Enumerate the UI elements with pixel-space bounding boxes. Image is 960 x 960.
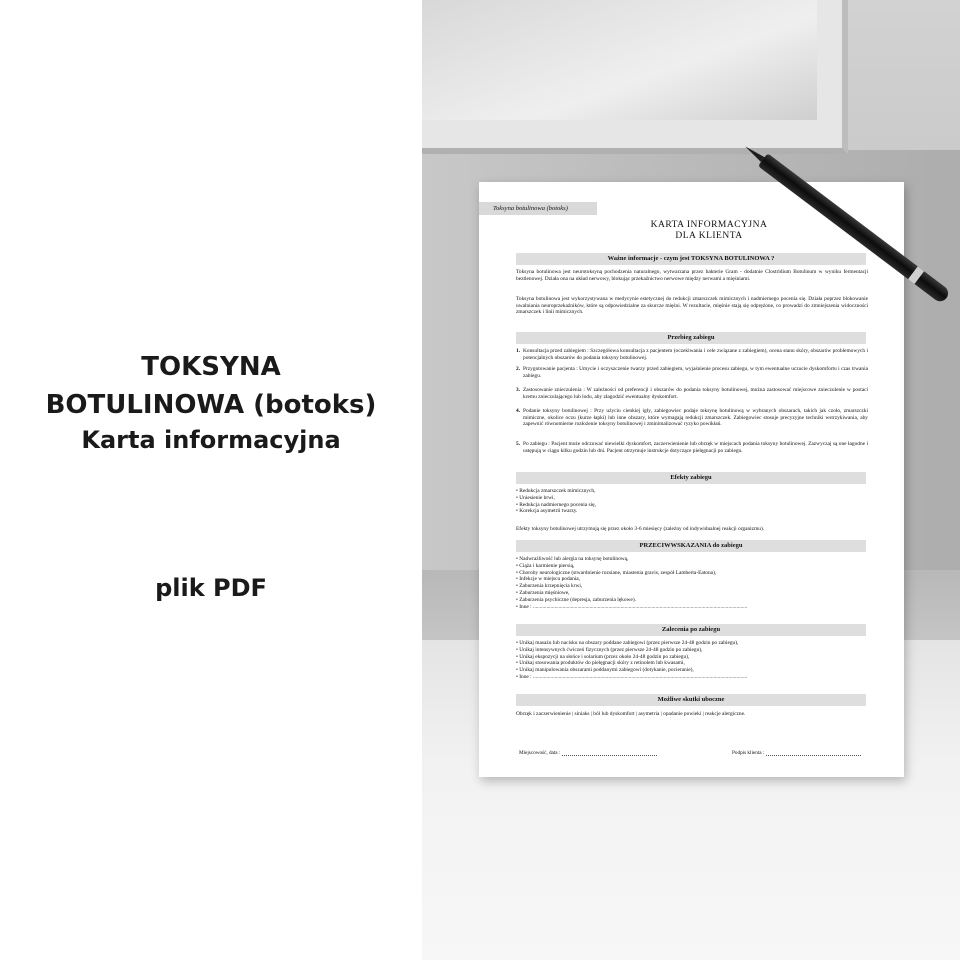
list-item: • Choroby neurologiczne (stwardnienie rozsiane, miastenia gravis, zespół Lamberta-Eatona), <box>516 569 717 576</box>
signature-client-label: Podpis klienta : <box>732 750 765 756</box>
title-line-1: TOKSYNA <box>141 352 281 382</box>
list-item: • Zaburzenia krzepnięcia krwi, <box>516 583 583 590</box>
recommendations-list <box>516 640 868 681</box>
list-item: • Unikaj stosowania produktów do pielęgnacji skóry z retinolem lub kwasami, <box>516 660 685 667</box>
subtitle: Karta informacyjna <box>81 426 341 454</box>
list-item: • Zaburzenia mięśniowe, <box>516 589 570 596</box>
list-item: • Unikaj manipulowania obszarami poddanymi zabiegowi (dotykanie, pocieranie), <box>516 667 694 674</box>
format-label: plik PDF <box>155 574 267 602</box>
signature-line <box>766 750 861 756</box>
signature-place-date <box>519 750 657 756</box>
step-text: Konsultacja przed zabiegiem : Szczegółowa konsultacja z pacjentem (oczekiwania i cele związane z zabiegiem), ocena stanu skóry, obszarów problemowych i potencjalnych obszarów do podania toksyny botulinowej. <box>523 348 868 361</box>
left-panel <box>0 0 422 960</box>
list-item: • Zaburzenia psychiczne (depresja, zaburzenia lękowe). <box>516 596 636 603</box>
step-number: 1. <box>516 348 521 354</box>
list-item: • Unikaj ekspozycji na słońce i solarium (przez około 24-48 godzin po zabiegu), <box>516 653 690 660</box>
list-item: • Uniesienie brwi, <box>516 494 555 501</box>
step-number: 3. <box>516 387 521 393</box>
document-tag: Toksyna botulinowa (botoks) <box>479 202 597 215</box>
list-item: • Ciąża i karmienie piersią, <box>516 562 575 569</box>
step-text: Przygotowanie pacjenta : Umycie i oczyszczenie twarzy przed zabiegiem, wyjaśnienie procesu zabiegu, w tym ewentualne uczucie dyskomfortu i czas trwania zabiegu. <box>523 366 868 379</box>
list-item: • Redukcja nadmiernego pocenia się, <box>516 501 596 508</box>
effects-list <box>516 488 868 515</box>
step-number: 4. <box>516 408 521 414</box>
document-heading <box>589 220 829 242</box>
title-line-2: BOTULINOWA (botoks) <box>45 390 377 420</box>
heading-line-2: DLA KLIENTA <box>675 231 743 241</box>
signature-place-label: Miejscowość, data : <box>519 750 561 756</box>
step-text: Po zabiegu : Pacjent może odczuwać niewielki dyskomfort, zaczerwienienie lub obrzęk w miejscach podania toksyny botulinowej. Zazwyczaj są one łagodne i ustępują w ciągu kilku godzin lub dni. Pacjent otrzymuje instrukcje dotyczące pielęgnacji po zabiegu. <box>523 441 868 454</box>
document-page <box>479 182 904 777</box>
contraindications-list <box>516 556 868 610</box>
info-paragraph-1: Toksyna botulinowa jest neurotoksyną pochodzenia naturalnego, wytwarzana przez bakterie Gram - dodatnie Clostridium Botulinum w wyniku fermentacji beztlenowej. Działa ona na układ nerwowy, blokując przekaźnictwo nerwowe między nerwami a mięśniami. <box>516 269 868 282</box>
list-item: • Redukcja zmarszczek mimicznych, <box>516 488 596 494</box>
list-item: • Inne : ............................................................................................................................................................... <box>516 673 748 680</box>
signature-client <box>732 750 861 756</box>
list-item: • Nadwrażliwość lub alergia na toksynę botulinową, <box>516 556 629 562</box>
section-effects-header: Efekty zabiegu <box>516 472 866 484</box>
list-item: • Unikaj intensywnych ćwiczeń fizycznych (przez pierwsze 24-48 godzin po zabiegu), <box>516 646 703 653</box>
list-item: • Inne : ............................................................................................................................................................... <box>516 603 748 610</box>
section-contra-header: PRZECIWWSKAZANIA do zabiegu <box>516 540 866 552</box>
effects-note: Efekty toksyny botulinowej utrzymują się przez około 3-6 miesięcy (zależny od indywidualnej reakcji organizmu). <box>516 526 765 532</box>
list-item: • Unikaj masażu lub nacisku na obszary poddane zabiegowi (przez pierwsze 24-48 godzin po zabiegu), <box>516 640 739 646</box>
list-item: • Infekcje w miejscu podania, <box>516 576 581 583</box>
signature-line <box>562 750 657 756</box>
step-text: Zastosowanie znieczulenia : W zależności od preferencji i obszarów do podania toksyny botulinowej, można zastosować miejscowe znieczulenie w postaci kremu znieczulającego lub lodu, aby złagodzić ewentualny dyskomfort. <box>523 387 868 400</box>
info-paragraph-2: Toksyna botulinowa jest wykorzystywana w medycynie estetycznej do redukcji zmarszczek mimicznych i nadmiernego pocenia się. Działa poprzez blokowanie uwalniania neuroprzekaźników, które są odpowiedzialne za skurcze mięśni. W rezultacie, mięśnie stają się odprężone, co prowadzi do zmniejszenia widoczności zmarszczek i linii mimicznych. <box>516 296 868 316</box>
section-recommend-header: Zalecenia po zabiegu <box>516 624 866 636</box>
step-number: 2. <box>516 366 521 372</box>
section-side-header: Możliwe skutki uboczne <box>516 694 866 706</box>
picture-frame <box>422 0 848 154</box>
step-number: 5. <box>516 441 521 447</box>
section-procedure-header: Przebieg zabiegu <box>516 332 866 344</box>
heading-line-1: KARTA INFORMACYJNA <box>650 220 768 230</box>
list-item: • Korekcja asymetrii twarzy. <box>516 508 578 515</box>
section-info-header: Ważne informacje - czym jest TOKSYNA BOTULINOWA ? <box>516 253 866 265</box>
side-effects: Obrzęk i zaczerwienienie | siniaks | ból lub dyskomfort | asymetria | opadanie powieki | reakcje alergiczne. <box>516 711 746 717</box>
step-text: Podanie toksyny botulinowej : Przy użyciu cienkiej igły, zabiegowiec podaje toksynę botulinową w wybranych obszarach, takich jak czoło, zmarszczki mimiczne, okolice oczu (kurze łapki) lub inne obszary, które wymagają redukcji zmarszczek. Zabiegowiec stosuje precyzyjne techniki wstrzykiwania, aby zapewnić równomierne rozłożenie toksyny botulinowej i zminimalizować ryzyko powikłań. <box>523 408 868 428</box>
